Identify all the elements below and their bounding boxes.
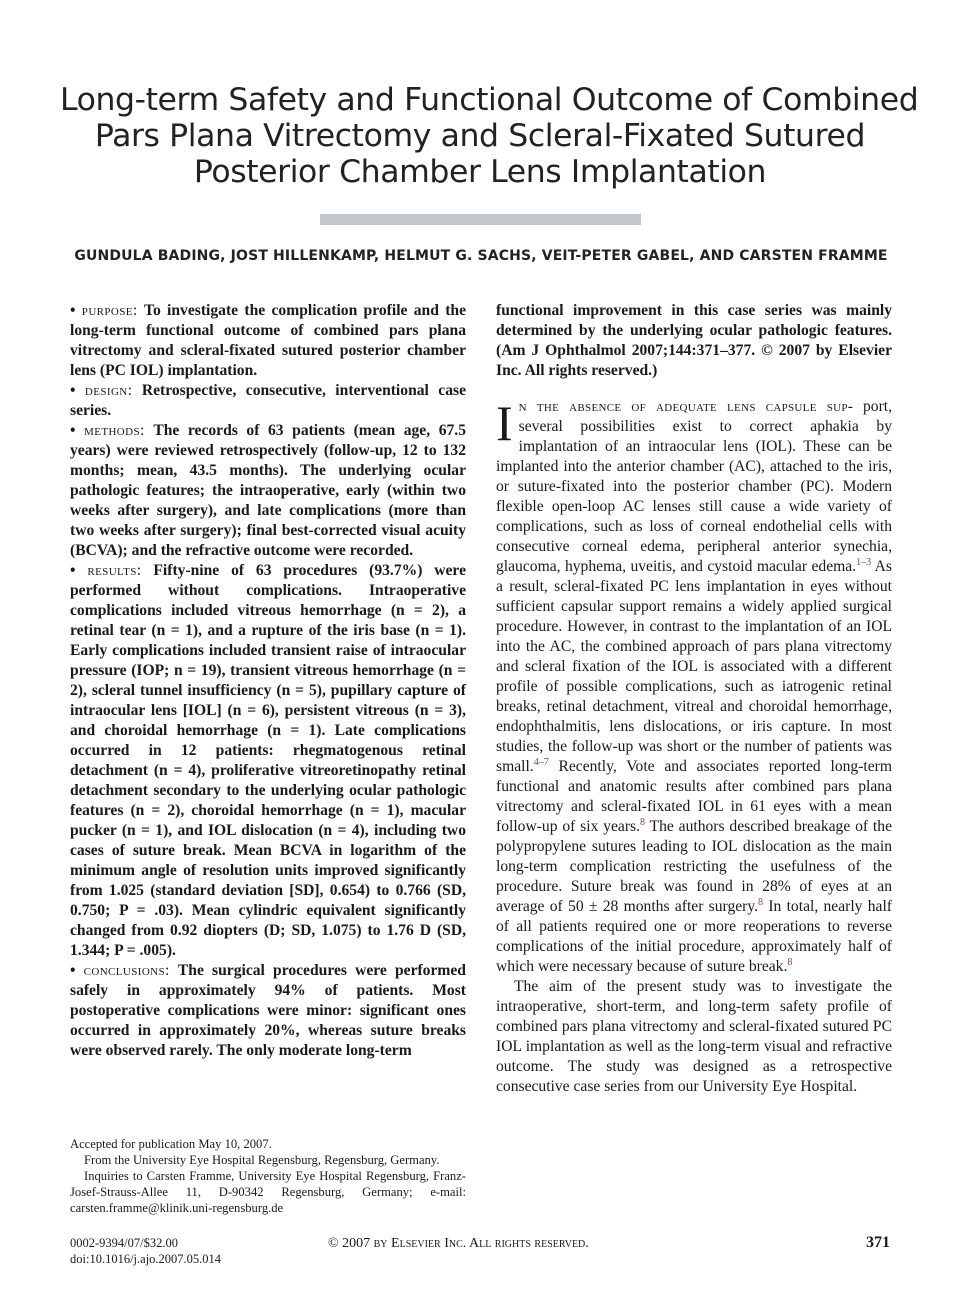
design-text: Retrospective, consecutive, interventional case series. (70, 382, 466, 419)
title-line-2: Pars Plana Vitrectomy and Scleral-Fixated Sutured (94, 118, 866, 154)
purpose-label: purpose: (81, 302, 138, 319)
body-paragraph-1: In the absence of adequate lens capsule sup- port, several possibilities exist to correct aphakia by implantation of an intraocular lens (IOL). These can be implanted into the anterior chamber (AC), attached to the iris, or suture-fixated into the posterior chamber (PC). Modern flexible open-loop AC lenses still cause a wide variety of complications, such as loss of corneal endothelial cells with consecutive corneal edema, peripheral anterior synechia, glaucoma, hyphema, uveitis, and cystoid macular edema.$^{1-3}$ As a result, scleral-fixated PC lens implantation in eyes without sufficient capsular support remains a widely applied surgical procedure. However, in contrast to the implantation of an IOL into the AC, the combined approach of pars plana vitrectomy and scleral fixation of the IOL is associated with a different profile of possible complications, such as iatrogenic retinal breaks, retinal detachment, vitreal and choroidal hemorrhage, endophthalmitis, lens dislocations, or iris capture. In most studies, the follow-up was short or the number of patients was small.$^{4-7}$ Recently, Vote and associates reported long-term functional and anatomic results after combined pars plana vitrectomy and scleral-fixated IOL in 61 eyes with a mean follow-up of six years.$^8$ The authors described breakage of the polypropylene sutures leading to IOL dislocation as the main long-term complication restricting the usefulness of the procedure. Suture break was found in 28% of eyes at an average of 50 ± 28 months after surgery.$^8$ In total, nearly half of all patients required one or more reoperations to reverse complications of the initial procedure, approximately half of which were necessary because of suture break.$^8$ (496, 395, 892, 975)
title-rule (320, 214, 641, 225)
reference-link[interactable]: 1–3 (856, 556, 872, 568)
design-label: design: (84, 382, 133, 399)
results-text: Fifty-nine of 63 procedures (93.7%) were performed without complications. Intraoperative complications included vitreous hemorrhage (n = 2), a retinal tear (n = 1), and a rupture of the iris base (n = 1). Early complications included transient raise of intraocular pressure (IOP; n = 19), transient vitreous hemorrhage (n = 2), scleral tunnel insufficiency (n = 5), pupillary capture of intraocular lens [IOL] (n = 6), persistent vitreous (n = 3), and choroidal hemorrhage (n = 1). Late complications occurred in 12 patients: rhegmatogenous retinal detachment (n = 4), proliferative vitreoretinopathy retinal detachment secondary to the underlying ocular pathologic features (n = 2), choroidal hemorrhage (n = 1), macular pucker (n = 1), and IOL dislocation (n = 4), including two cases of suture break. Mean BCVA in logarithm of the minimum angle of resolution units improved significantly from 1.025 (standard deviation [SD], 0.654) to 0.766 (SD, 0.750; P = .03). Mean cylindric equivalent significantly changed from 0.92 diopters (D; SD, 1.075) to 1.76 D (SD, 1.344; P = .005). (70, 562, 466, 959)
page-number: 371 (866, 1234, 890, 1251)
copyright-notice: © 2007 by Elsevier Inc. All rights reserved. (328, 1236, 589, 1251)
footnote (70, 1136, 466, 1216)
title-line-3: Posterior Chamber Lens Implantation (193, 154, 767, 190)
title-line-1: Long-term Safety and Functional Outcome of Combined (60, 82, 919, 118)
left-column (70, 301, 466, 1061)
correspondence: Inquiries to Carsten Framme, University Eye Hospital Regensburg, Franz-Josef-Strauss-Allee 11, D-90342 Regensburg, Germany; e-mail: carsten.framme@klinik.uni-regensburg.de (70, 1169, 466, 1215)
issn: 0002-9394/07/$32.00 (70, 1236, 178, 1250)
drop-cap: I (496, 395, 513, 451)
results-label: results: (87, 562, 142, 579)
lead-in: n the absence of adequate lens capsule sup- (518, 398, 854, 415)
right-column (496, 301, 892, 1097)
bullet: • (70, 382, 76, 399)
methods-label: methods: (84, 422, 145, 439)
abstract-conclusions (70, 961, 466, 1061)
methods-text: The records of 63 patients (mean age, 67.5 years) were reviewed retrospectively (follow-up, 12 to 132 months; mean, 43.5 months). The underlying ocular pathologic features; the intraoperative, early (within two weeks after surgery), and late complications (more than two weeks after surgery); final best-corrected visual acuity (BCVA); and the refractive outcome were recorded. (70, 422, 466, 559)
reference-link[interactable]: 8 (787, 956, 793, 968)
doi: doi:10.1016/j.ajo.2007.05.014 (70, 1251, 222, 1266)
affiliation: From the University Eye Hospital Regensburg, Regensburg, Germany. (84, 1153, 440, 1167)
bullet: • (70, 562, 76, 579)
abstract-design (70, 381, 466, 421)
reference-link[interactable]: 8 (640, 816, 646, 828)
reference-link[interactable]: 4–7 (533, 756, 549, 768)
abstract-results (70, 561, 466, 961)
purpose-text: To investigate the complication profile and the long-term functional outcome of combined pars plana vitrectomy and scleral-fixated sutured posterior chamber lens (PC IOL) implantation. (70, 302, 467, 379)
bullet: • (70, 962, 76, 979)
conclusions-text: The surgical procedures were performed safely in approximately 94% of patients. Most postoperative complications were minor: significant ones occurred in approximately 20%, whereas suture breaks were observed rarely. The only moderate long-term (70, 962, 466, 1059)
reference-link[interactable]: 8 (758, 896, 764, 908)
author-list: GUNDULA BADING, JOST HILLENKAMP, HELMUT G. SACHS, VEIT-PETER GABEL, AND CARSTEN FRAMME (74, 248, 888, 264)
bullet: • (70, 302, 76, 319)
bullet: • (70, 422, 76, 439)
footer-identifiers (70, 1236, 221, 1267)
conclusions-label: conclusions: (83, 962, 170, 979)
article-title (60, 82, 919, 190)
abstract-purpose (70, 301, 466, 381)
conclusions-continued: functional improvement in this case series was mainly determined by the underlying ocular pathologic features. (Am J Ophthalmol 2007;144:371–377. © 2007 by Elsevier Inc. All rights reserved.) (496, 302, 892, 379)
abstract-methods (70, 421, 466, 561)
accepted-date: Accepted for publication May 10, 2007. (70, 1137, 272, 1151)
body-paragraph-2: The aim of the present study was to investigate the intraoperative, short-term, and long-term safety profile of combined pars plana vitrectomy and scleral-fixated sutured PC IOL implantation as well as the long-term visual and refractive outcome. The study was designed as a retrospective consecutive case series from our University Eye Hospital. (496, 978, 892, 1095)
article-body (496, 397, 892, 1097)
